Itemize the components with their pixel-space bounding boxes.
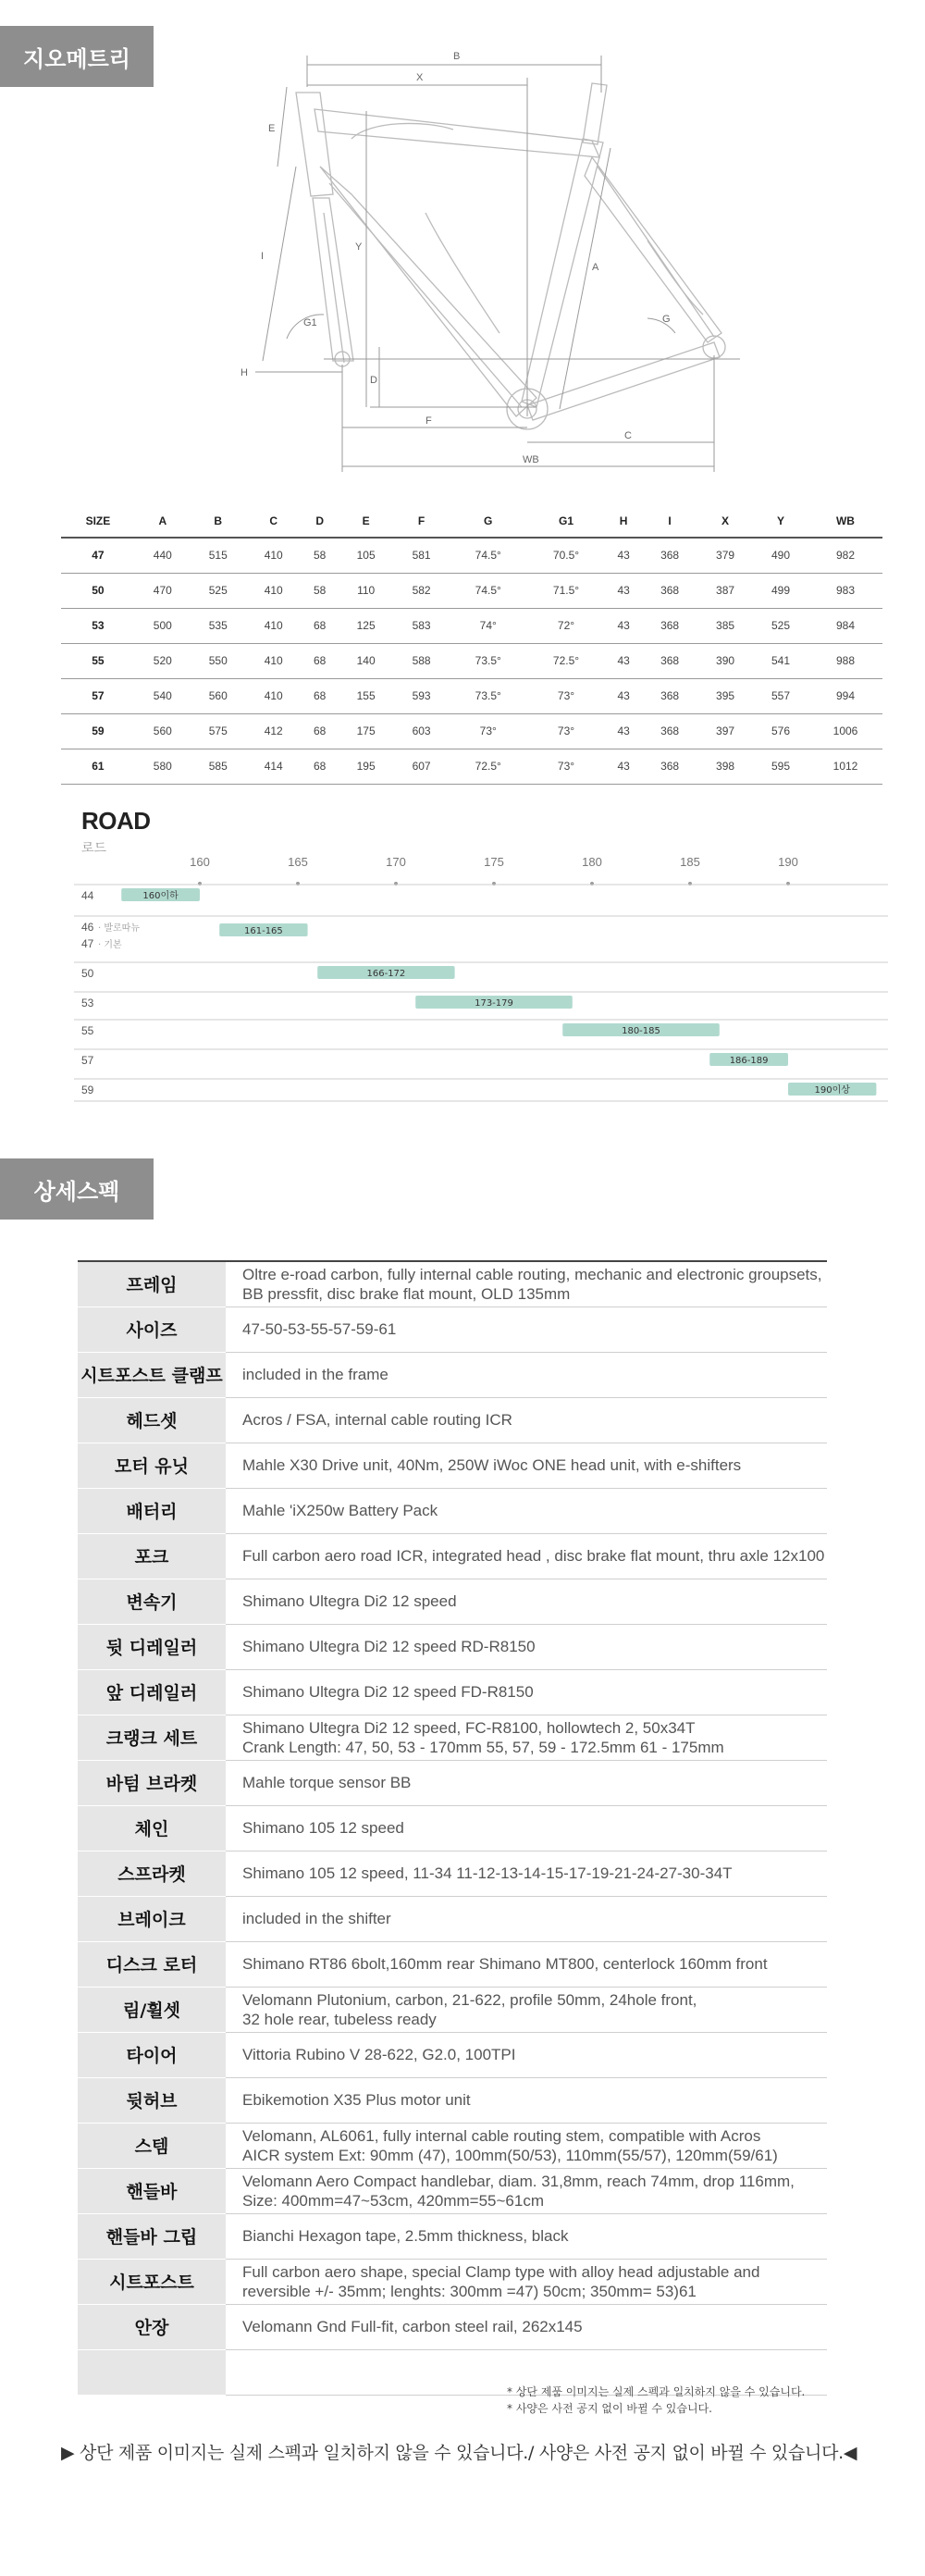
spec-label: 브레이크 [78, 1896, 226, 1941]
spec-value-line: Mahle 'iX250w Battery Pack [242, 1502, 438, 1519]
spec-label: 변속기 [78, 1579, 226, 1624]
spec-value [226, 2168, 827, 2213]
tick-label: 185 [680, 855, 700, 869]
label-y: Y [355, 242, 363, 253]
spec-label: 림/휠셋 [78, 1987, 226, 2032]
spec-value [226, 1443, 827, 1488]
geo-cell: 105 [339, 538, 394, 573]
geo-cell: 576 [753, 713, 808, 749]
geo-cell: 540 [135, 678, 191, 713]
spec-row [78, 1443, 827, 1488]
size-label: 50 [81, 967, 94, 980]
spec-notes [507, 2384, 805, 2417]
geo-cell: 988 [808, 643, 882, 678]
spec-label: 헤드셋 [78, 1397, 226, 1443]
spec-value-line: Velomann Aero Compact handlebar, diam. 31,8mm, reach 74mm, drop 116mm, [242, 2172, 795, 2190]
spec-value [226, 1397, 827, 1443]
spec-value-line: Shimano 105 12 speed [242, 1819, 404, 1837]
spec-label: 크랭크 세트 [78, 1715, 226, 1760]
geo-cell: 557 [753, 678, 808, 713]
spec-label: 배터리 [78, 1488, 226, 1533]
geo-cell: 395 [697, 678, 753, 713]
spec-value [226, 2304, 827, 2349]
geo-table-row [61, 608, 882, 643]
spec-value [226, 1760, 827, 1805]
geo-cell: 73° [527, 713, 605, 749]
label-b: B [453, 51, 461, 62]
spec-row [78, 1579, 827, 1624]
geo-cell: 155 [339, 678, 394, 713]
geo-cell: 397 [697, 713, 753, 749]
spec-value [226, 1533, 827, 1579]
geometry-table-header [61, 504, 882, 538]
geo-cell: 368 [642, 713, 697, 749]
geo-cell: 73.5° [450, 678, 527, 713]
geo-header-cell: B [191, 504, 246, 538]
geo-cell: 43 [605, 608, 642, 643]
size-range-label: 186-189 [729, 1056, 769, 1066]
spec-value-line: BB pressfit, disc brake flat mount, OLD 135mm [242, 1284, 571, 1303]
geo-cell: 72° [527, 608, 605, 643]
label-f: F [426, 415, 432, 427]
geo-cell: 73° [450, 713, 527, 749]
size-note: · 발로따뉴 [98, 923, 140, 934]
geo-cell: 43 [605, 538, 642, 573]
geo-cell: 560 [135, 713, 191, 749]
spec-label: 시트포스트 [78, 2259, 226, 2304]
spec-value [226, 1987, 827, 2032]
geo-cell: 368 [642, 749, 697, 784]
geo-header-cell: E [339, 504, 394, 538]
label-h: H [240, 367, 248, 378]
spec-value [226, 1669, 827, 1715]
geo-cell: 595 [753, 749, 808, 784]
spec-label: 안장 [78, 2304, 226, 2349]
spec-value-line: Bianchi Hexagon tape, 2.5mm thickness, black [242, 2227, 569, 2245]
tick-label: 175 [484, 855, 504, 869]
size-label: 53 [81, 997, 94, 1009]
spec-label: 앞 디레일러 [78, 1669, 226, 1715]
geo-cell: 74.5° [450, 538, 527, 573]
geo-cell: 74.5° [450, 573, 527, 608]
spec-value [226, 1941, 827, 1987]
geo-cell: 994 [808, 678, 882, 713]
geo-cell: 55 [61, 643, 135, 678]
spec-row [78, 1851, 827, 1896]
road-size-chart [74, 849, 888, 1108]
geo-cell: 525 [191, 573, 246, 608]
spec-value-line: Shimano Ultegra Di2 12 speed RD-R8150 [242, 1638, 536, 1655]
geo-header-cell: A [135, 504, 191, 538]
spec-label: 뒷 디레일러 [78, 1624, 226, 1669]
spec-row [78, 1715, 827, 1760]
dimension-labels [240, 51, 671, 465]
geo-cell: 1012 [808, 749, 882, 784]
size-label: 44 [81, 889, 94, 902]
label-g1: G1 [303, 317, 317, 328]
spec-row [78, 2168, 827, 2213]
geo-cell: 984 [808, 608, 882, 643]
spec-value [226, 1579, 827, 1624]
spec-value-line: Mahle torque sensor BB [242, 1774, 412, 1791]
spec-row [78, 1624, 827, 1669]
size-range-label: 160이하 [142, 891, 179, 901]
spec-row [78, 2213, 827, 2259]
geo-table-row [61, 678, 882, 713]
spec-value [226, 2213, 827, 2259]
spec-value-line: Oltre e-road carbon, fully internal cable routing, mechanic and electronic groupsets, [242, 1265, 822, 1283]
geo-cell: 410 [246, 573, 302, 608]
geo-cell: 58 [302, 538, 339, 573]
spec-row [78, 1987, 827, 2032]
geo-cell: 368 [642, 538, 697, 573]
geo-cell: 140 [339, 643, 394, 678]
frame-geometry-diagram [148, 28, 777, 490]
label-g: G [662, 314, 671, 325]
geo-table-row [61, 643, 882, 678]
spec-value-line: Acros / FSA, internal cable routing ICR [242, 1411, 512, 1429]
geo-cell: 541 [753, 643, 808, 678]
spec-row [78, 2077, 827, 2123]
frame-outline [296, 83, 725, 429]
geo-cell: 410 [246, 678, 302, 713]
tick-label: 180 [582, 855, 602, 869]
geo-cell: 398 [697, 749, 753, 784]
size-range-label: 190이상 [814, 1085, 850, 1096]
geo-cell: 499 [753, 573, 808, 608]
spec-label: 스프라켓 [78, 1851, 226, 1896]
geo-header-cell: G [450, 504, 527, 538]
spec-value-line: 32 hole rear, tubeless ready [242, 2010, 437, 2028]
spec-row [78, 1261, 827, 1307]
geo-cell: 68 [302, 643, 339, 678]
spec-value [226, 1896, 827, 1941]
geo-cell: 581 [394, 538, 450, 573]
geo-table-row [61, 713, 882, 749]
spec-label: 뒷허브 [78, 2077, 226, 2123]
size-label: 46 [81, 921, 94, 934]
road-chart-title: ROAD [81, 807, 151, 835]
geo-cell: 583 [394, 608, 450, 643]
geo-cell: 43 [605, 678, 642, 713]
geo-cell: 412 [246, 713, 302, 749]
spec-value-line: included in the shifter [242, 1910, 391, 1927]
geo-cell: 500 [135, 608, 191, 643]
geo-cell: 73° [527, 678, 605, 713]
geo-cell: 68 [302, 749, 339, 784]
geo-cell: 582 [394, 573, 450, 608]
geo-cell: 390 [697, 643, 753, 678]
spec-label: 시트포스트 클램프 [78, 1352, 226, 1397]
geo-cell: 58 [302, 573, 339, 608]
spec-row [78, 1896, 827, 1941]
spec-label: 핸들바 [78, 2168, 226, 2213]
spec-row [78, 1352, 827, 1397]
geo-cell: 410 [246, 643, 302, 678]
geo-cell: 43 [605, 643, 642, 678]
spec-value [226, 1805, 827, 1851]
geo-cell: 585 [191, 749, 246, 784]
geo-cell: 68 [302, 678, 339, 713]
spec-value-line: Mahle X30 Drive unit, 40Nm, 250W iWoc ONE head unit, with e-shifters [242, 1456, 742, 1474]
spec-value-line: 47-50-53-55-57-59-61 [242, 1320, 397, 1338]
geo-table-row [61, 573, 882, 608]
geo-cell: 47 [61, 538, 135, 573]
size-label: 57 [81, 1054, 94, 1067]
size-label: 59 [81, 1084, 94, 1096]
spec-label: 디스크 로터 [78, 1941, 226, 1987]
section-tag-specs: 상세스펙 [0, 1158, 154, 1220]
spec-value [226, 1624, 827, 1669]
spec-value-line: Velomann Plutonium, carbon, 21-622, profile 50mm, 24hole front, [242, 1990, 697, 2009]
spec-value-line: Shimano Ultegra Di2 12 speed [242, 1592, 457, 1610]
spec-value [226, 1261, 827, 1307]
geo-header-cell: C [246, 504, 302, 538]
geo-cell: 603 [394, 713, 450, 749]
geo-header-cell: Y [753, 504, 808, 538]
size-range-label: 166-172 [366, 969, 406, 979]
spec-value-line: included in the frame [242, 1366, 388, 1383]
spec-value-line: Velomann, AL6061, fully internal cable routing stem, compatible with Acros [242, 2126, 761, 2145]
size-range-label: 161-165 [244, 926, 283, 936]
spec-value [226, 1307, 827, 1352]
spec-row [78, 1397, 827, 1443]
tick-label: 165 [288, 855, 308, 869]
spec-value [226, 2123, 827, 2168]
geo-cell: 982 [808, 538, 882, 573]
geo-cell: 43 [605, 573, 642, 608]
geo-cell: 983 [808, 573, 882, 608]
spec-value-line: Shimano RT86 6bolt,160mm rear Shimano MT800, centerlock 160mm front [242, 1955, 768, 1973]
size-range-label: 180-185 [622, 1026, 660, 1036]
geo-header-cell: SIZE [61, 504, 135, 538]
spec-label: 포크 [78, 1533, 226, 1579]
geo-table-row [61, 749, 882, 784]
label-d: D [370, 375, 377, 386]
geo-cell: 195 [339, 749, 394, 784]
geo-cell: 68 [302, 713, 339, 749]
geometry-table [61, 504, 882, 785]
spec-value-line: Crank Length: 47, 50, 53 - 170mm 55, 57, 59 - 172.5mm 61 - 175mm [242, 1738, 724, 1756]
geo-cell: 550 [191, 643, 246, 678]
label-e: E [268, 123, 276, 134]
spec-label: 스템 [78, 2123, 226, 2168]
geo-cell: 520 [135, 643, 191, 678]
geo-cell: 72.5° [527, 643, 605, 678]
spec-value-line: reversible +/- 35mm; lenghts: 300mm =47) 50cm; 350mm= 53)61 [242, 2282, 697, 2300]
spec-row [78, 1669, 827, 1715]
geo-cell: 368 [642, 608, 697, 643]
spec-value-line: Size: 400mm=47~53cm, 420mm=55~61cm [242, 2191, 545, 2210]
spec-value [226, 1851, 827, 1896]
geo-cell: 110 [339, 573, 394, 608]
geo-header-cell: G1 [527, 504, 605, 538]
geo-cell: 53 [61, 608, 135, 643]
label-i: I [261, 251, 265, 262]
spec-row [78, 1760, 827, 1805]
spec-label: 바텀 브라켓 [78, 1760, 226, 1805]
spec-label: 핸들바 그립 [78, 2213, 226, 2259]
geo-header-cell: I [642, 504, 697, 538]
geo-cell: 515 [191, 538, 246, 573]
geo-table-row [61, 538, 882, 573]
geo-cell: 368 [642, 643, 697, 678]
road-chart-subtitle: 로드 [81, 840, 107, 855]
spec-value [226, 2077, 827, 2123]
spec-value-line: Full carbon aero shape, special Clamp type with alloy head adjustable and [242, 2262, 760, 2281]
geo-cell: 593 [394, 678, 450, 713]
geo-cell: 73.5° [450, 643, 527, 678]
geo-cell: 125 [339, 608, 394, 643]
geo-cell: 72.5° [450, 749, 527, 784]
spec-row [78, 1805, 827, 1851]
geo-cell: 43 [605, 749, 642, 784]
spec-label: 모터 유닛 [78, 1443, 226, 1488]
geo-cell: 70.5° [527, 538, 605, 573]
geo-cell: 560 [191, 678, 246, 713]
tick-label: 160 [190, 855, 210, 869]
spec-value [226, 2259, 827, 2304]
geo-cell: 490 [753, 538, 808, 573]
geo-cell: 607 [394, 749, 450, 784]
geo-cell: 575 [191, 713, 246, 749]
label-x: X [416, 72, 424, 83]
spec-label: 타이어 [78, 2032, 226, 2077]
geo-header-cell: X [697, 504, 753, 538]
tick-label: 170 [386, 855, 406, 869]
geo-cell: 588 [394, 643, 450, 678]
size-label: 55 [81, 1024, 94, 1037]
spec-row [78, 1941, 827, 1987]
spec-row [78, 1533, 827, 1579]
spec-value [226, 1715, 827, 1760]
spec-value-line: Shimano Ultegra Di2 12 speed, FC-R8100, hollowtech 2, 50x34T [242, 1718, 696, 1737]
spec-value [226, 2032, 827, 2077]
spec-label [78, 2349, 226, 2395]
spec-value-line: Full carbon aero road ICR, integrated head , disc brake flat mount, thru axle 12x100 [242, 1547, 825, 1565]
spec-value-line: Velomann Gnd Full-fit, carbon steel rail, 262x145 [242, 2318, 583, 2335]
spec-value [226, 1488, 827, 1533]
geo-cell: 525 [753, 608, 808, 643]
geo-cell: 385 [697, 608, 753, 643]
note-line: * 상단 제품 이미지는 실제 스펙과 일치하지 않을 수 있습니다. [507, 2385, 806, 2398]
spec-value-line: Shimano Ultegra Di2 12 speed FD-R8150 [242, 1683, 534, 1701]
geo-cell: 74° [450, 608, 527, 643]
spec-label: 체인 [78, 1805, 226, 1851]
geo-cell: 368 [642, 573, 697, 608]
spec-label: 프레임 [78, 1261, 226, 1307]
geo-cell: 379 [697, 538, 753, 573]
spec-label: 사이즈 [78, 1307, 226, 1352]
spec-value-line: Ebikemotion X35 Plus motor unit [242, 2091, 471, 2109]
spec-row [78, 1488, 827, 1533]
size-range-label: 173-179 [475, 998, 513, 1009]
spec-value-line: AICR system Ext: 90mm (47), 100mm(50/53), 110mm(55/57), 120mm(59/61) [242, 2146, 778, 2164]
size-note: · 기본 [98, 940, 122, 950]
geo-cell: 73° [527, 749, 605, 784]
geo-cell: 71.5° [527, 573, 605, 608]
disclaimer: ▶ 상단 제품 이미지는 실제 스펙과 일치하지 않을 수 있습니다./ 사양은 사전 공지 없이 바뀔 수 있습니다.◀ [61, 2443, 857, 2463]
geo-cell: 43 [605, 713, 642, 749]
geo-header-cell: WB [808, 504, 882, 538]
geo-cell: 470 [135, 573, 191, 608]
geo-cell: 535 [191, 608, 246, 643]
spec-row [78, 2304, 827, 2349]
geo-cell: 410 [246, 608, 302, 643]
geo-header-cell: F [394, 504, 450, 538]
note-line: * 사양은 사전 공지 없이 바뀔 수 있습니다. [507, 2402, 712, 2415]
spec-row [78, 2259, 827, 2304]
geo-cell: 61 [61, 749, 135, 784]
geo-header-cell: H [605, 504, 642, 538]
geo-header-cell: D [302, 504, 339, 538]
geo-cell: 57 [61, 678, 135, 713]
label-wb: WB [523, 454, 539, 465]
label-c: C [624, 430, 632, 441]
geo-cell: 410 [246, 538, 302, 573]
geo-cell: 580 [135, 749, 191, 784]
geo-cell: 1006 [808, 713, 882, 749]
geo-cell: 440 [135, 538, 191, 573]
spec-value-line: Shimano 105 12 speed, 11-34 11-12-13-14-15-17-19-21-24-27-30-34T [242, 1864, 733, 1882]
spec-row [78, 2123, 827, 2168]
spec-row [78, 1307, 827, 1352]
spec-value-line: Vittoria Rubino V 28-622, G2.0, 100TPI [242, 2046, 516, 2063]
spec-value [226, 1352, 827, 1397]
label-a: A [592, 262, 599, 273]
spec-row [78, 2032, 827, 2077]
section-tag-geometry: 지오메트리 [0, 26, 154, 87]
tick-label: 190 [778, 855, 798, 869]
dimension-lines [255, 56, 740, 472]
size-label: 47 [81, 937, 94, 950]
geo-cell: 368 [642, 678, 697, 713]
spec-table [78, 1260, 827, 2396]
geo-cell: 387 [697, 573, 753, 608]
geo-cell: 68 [302, 608, 339, 643]
geo-cell: 50 [61, 573, 135, 608]
geo-cell: 175 [339, 713, 394, 749]
geo-cell: 59 [61, 713, 135, 749]
geo-cell: 414 [246, 749, 302, 784]
